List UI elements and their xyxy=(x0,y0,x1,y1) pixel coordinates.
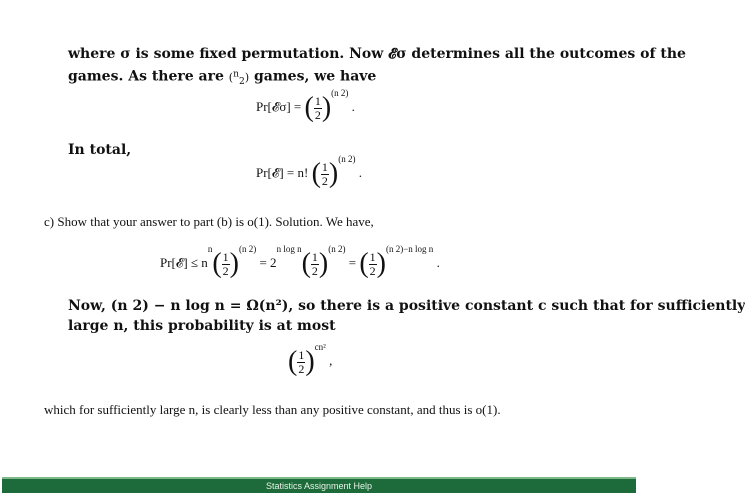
conclusion-text: which for sufficiently large n, is clearly less than any positive constant, and thus is o(1). xyxy=(44,402,501,417)
equation-bound: Pr[𝓔] ≤ $n^n$( $\frac{1}{2}$ )$^{(n 2)} = 2^{n log n}$( $\frac{1}{2}$ )$^{(n 2)}$ = ( $\frac{1}{2}$ )$^{(n 2)-n log n}$ . xyxy=(160,244,440,279)
eq4-den: 2 xyxy=(298,361,305,376)
eq1-num: 1 xyxy=(314,93,321,108)
eq3-a: Pr[𝓔] ≤ n xyxy=(160,254,208,270)
eq3-den1: 2 xyxy=(222,263,229,278)
eq3-a-exp: n xyxy=(207,244,213,254)
intro-line-2b: games, we have xyxy=(249,68,377,85)
eq1-exp: (n 2) xyxy=(331,88,349,98)
intro-line-2: games. As there are ($^n_2$) games, we have xyxy=(68,68,377,87)
eq3-exp3: (n 2)−n log n xyxy=(385,244,434,254)
eq1-tail: . xyxy=(348,98,355,114)
eq3-b-exp: n log n xyxy=(276,244,302,254)
intro-line-2a: games. As there are xyxy=(68,68,229,85)
eq3-den3: 2 xyxy=(369,263,376,278)
eq4-exp: cn² xyxy=(314,342,326,352)
paragraph-intro xyxy=(68,44,686,92)
eq4-num: 1 xyxy=(298,347,305,362)
eq1-lhs: Pr[𝓔σ] = xyxy=(256,98,305,114)
eq1-den: 2 xyxy=(314,107,321,122)
eq3-b: = 2 xyxy=(256,254,277,270)
equation-pr-e: Pr[𝓔] = n! ( $\frac{1}{2}$ )$^{(n 2)}$ . xyxy=(256,154,362,189)
eq3-exp2: (n 2) xyxy=(328,244,346,254)
eq2-tail: . xyxy=(355,164,362,180)
eq3-num1: 1 xyxy=(222,249,229,264)
in-total-label: In total, xyxy=(68,142,132,158)
now-line-2: large n, this probability is at most xyxy=(68,318,336,334)
eq3-den2: 2 xyxy=(311,263,318,278)
part-c-text: c) Show that your answer to part (b) is o(1). Solution. We have, xyxy=(44,214,374,229)
equation-probability-bound: ( $\frac{1}{2}$ )$^{cn^2}$ , xyxy=(288,342,333,377)
intro-line-1: where σ is some fixed permutation. Now 𝓔σ determines all the outcomes of the xyxy=(68,46,686,62)
eq3-tail: . xyxy=(433,254,440,270)
eq2-exp: (n 2) xyxy=(338,154,356,164)
eq2-den: 2 xyxy=(321,173,328,188)
paragraph-now xyxy=(68,296,745,336)
eq3-num2: 1 xyxy=(311,249,318,264)
eq3-c: = xyxy=(345,254,360,270)
eq4-tail: , xyxy=(325,352,333,368)
eq2-lhs: Pr[𝓔] = n! xyxy=(256,164,312,180)
equation-pr-e-sigma: Pr[𝓔σ] = ( $\frac{1}{2}$ )$^{(n 2)}$ . xyxy=(256,88,355,123)
eq2-num: 1 xyxy=(321,159,328,174)
eq3-num3: 1 xyxy=(369,249,376,264)
eq3-exp1: (n 2) xyxy=(238,244,257,254)
footer-label: Statistics Assignment Help xyxy=(265,481,373,491)
now-line-1: Now, (n 2) − n log n = Ω(n²), so there is a positive constant c such that for sufficiently xyxy=(68,298,745,314)
footer-banner xyxy=(2,477,636,493)
